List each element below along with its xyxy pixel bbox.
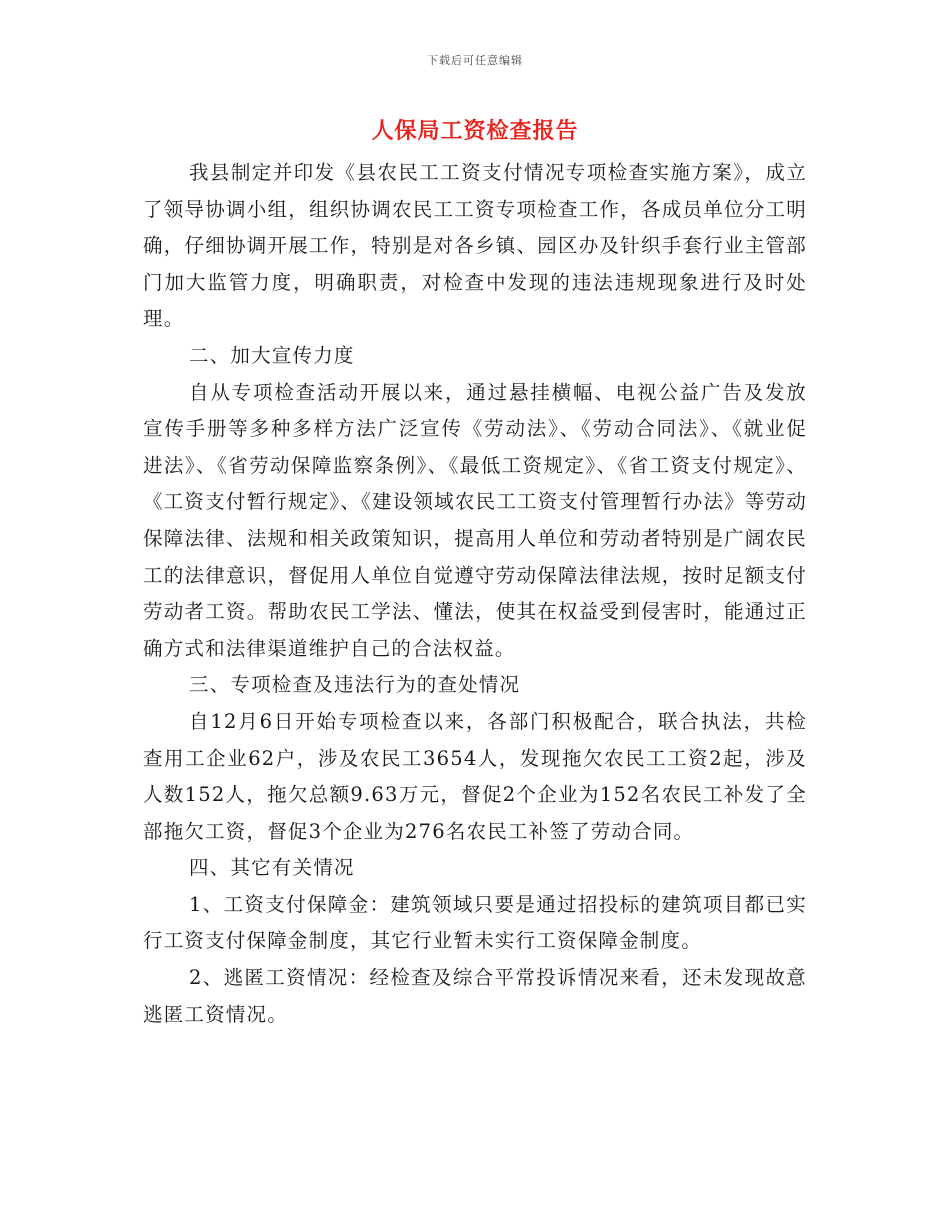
document-title: 人保局工资检查报告 [371,118,579,144]
section-heading-other: 四、其它有关情况 [189,856,355,880]
section-heading-inspection: 三、专项检查及违法行为的查处情况 [189,673,521,697]
paragraph-publicity: 自从专项检查活动开展以来，通过悬挂横幅、电视公益广告及发放宣传手册等多种多样方法广泛宣传《劳动法》、《劳动合同法》、《就业促进法》、《省劳动保障监察条例》、《最低工资规定》、《省工资支付规定》、《工资支付暂行规定》、《建设领域农民工工资支付管理暂行办法》等劳动保障法律、法规和相关政策知识，提高用人单位和劳动者特别是广阔农民工的法律意识，督促用人单位自觉遵守劳动保障法律法规，按时足额支付劳动者工资。帮助农民工学法、懂法，使其在权益受到侵害时，能通过正确方式和法律渠道维护自己的合法权益。 [143,380,807,660]
paragraph-intro: 我县制定并印发《县农民工工资支付情况专项检查实施方案》，成立了领导协调小组，组织协调农民工工资专项检查工作，各成员单位分工明确，仔细协调开展工作，特别是对各乡镇、园区办及针织手套行业主管部门加大监管力度，明确职责，对检查中发现的违法违规现象进行及时处理。 [143,161,807,331]
paragraph-guarantee-fund: 1、工资支付保障金：建筑领域只要是通过招投标的建筑项目都已实行工资支付保障金制度，其它行业暂未实行工资保障金制度。 [143,892,807,953]
section-heading-publicity: 二、加大宣传力度 [189,343,355,367]
paragraph-wage-evasion: 2、逃匿工资情况：经检查及综合平常投诉情况来看，还未发现故意逃匿工资情况。 [143,966,807,1026]
page-header-note: 下载后可任意编辑 [427,54,523,67]
document-body [143,155,807,1033]
paragraph-inspection: 自12月6日开始专项检查以来，各部门积极配合，联合执法，共检查用工企业62户，涉及农民工3654人，发现拖欠农民工工资2起，涉及人数152人，拖欠总额9.63万元，督促2个企业为152名农民工补发了全部拖欠工资，督促3个企业为276名农民工补签了劳动合同。 [143,709,807,843]
